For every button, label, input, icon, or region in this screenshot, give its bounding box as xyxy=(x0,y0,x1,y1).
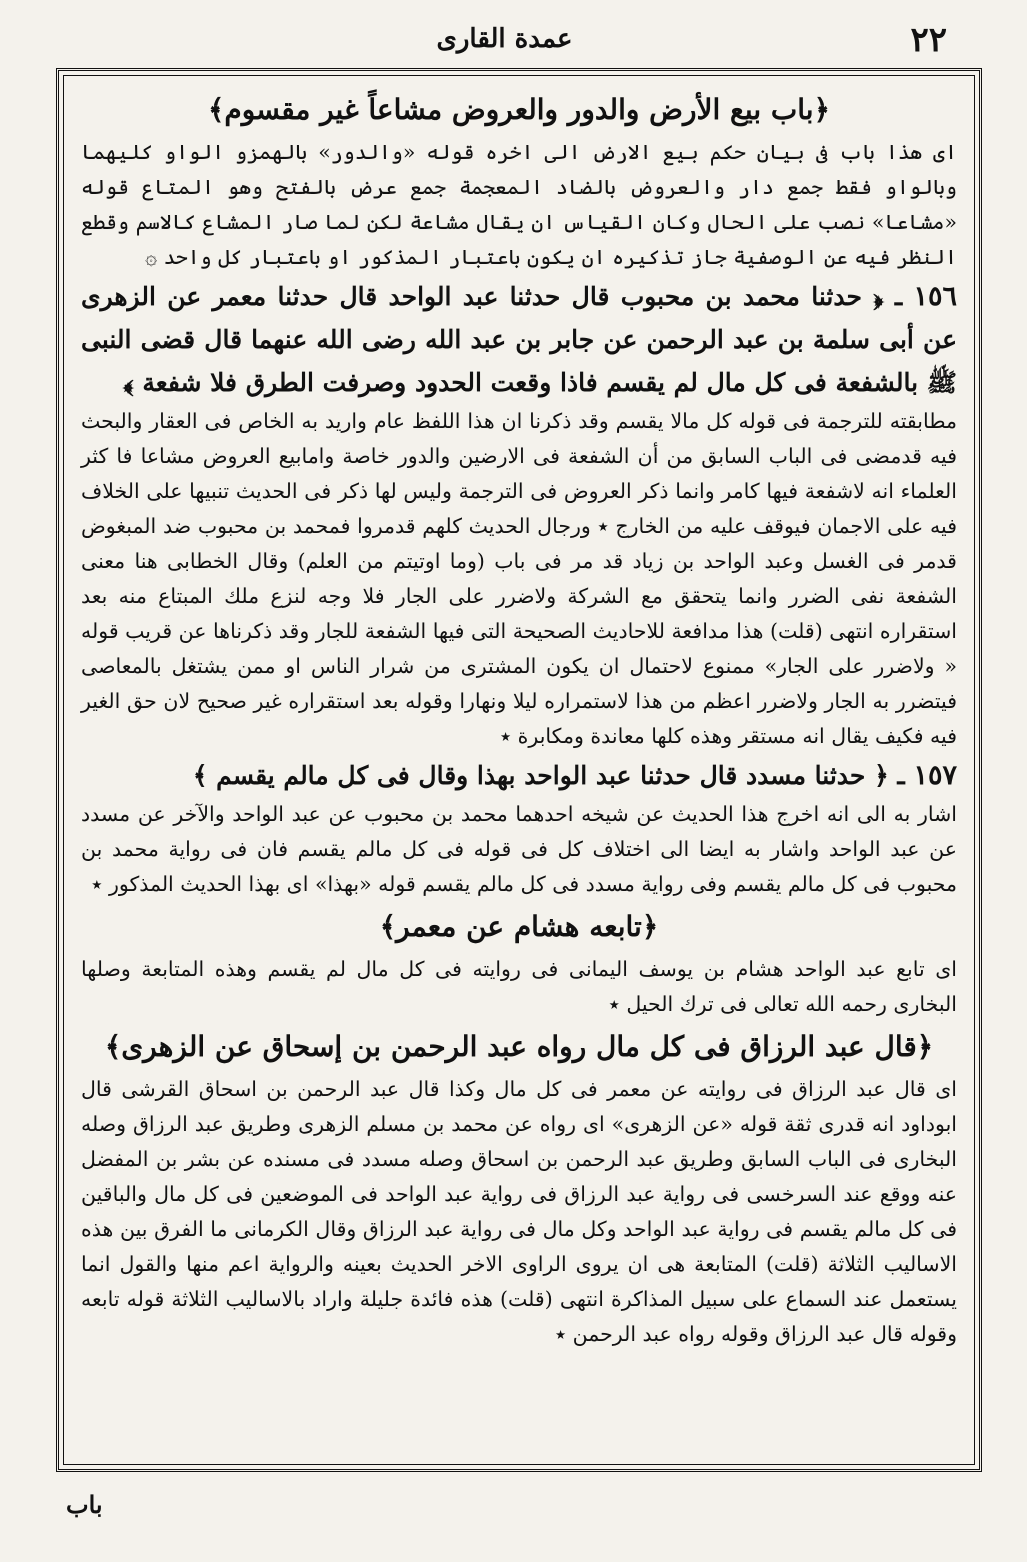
text-frame xyxy=(56,68,982,1472)
chapter-heading: ﴿باب بيع الأرض والدور والعروض مشاعاً غير مقسوم﴾ xyxy=(208,93,830,126)
page-number: ٢٢ xyxy=(910,20,947,60)
commentary-paragraph-3: اشار به الی انه اخرج هذا الحدیث عن شیخه احدهما محمد بن محبوب عن عبد الواحد والآخر عن مسدد عن عبد الواحد واشار به ایضا الی اختلاف کل فی قوله فی کل مالم یقسم فان فی روایة محمد بن محبوب فی کل مالم یقسم وفی روایة مسدد فی کل مالم یقسم قوله «بهذا» ای بهذا الحدیث المذکور ٭ xyxy=(81,802,957,896)
hadith-text-156: حدثنا محمد بن محبوب قال حدثنا عبد الواحد قال حدثنا معمر عن الزهری عن أبی سلمة بن عبد الرحمن عن جابر بن عبد الله رضی الله عنهما قال قضی النبی ﷺ بالشفعة فی کل مال لم يقسم فاذا وقعت الحدود وصرفت الطرق فلا شفعة ﴾ xyxy=(81,282,957,397)
hadith-text-157: حدثنا مسدد قال حدثنا عبد الواحد بهذا وقال فی کل مالم يقسم ﴾ xyxy=(192,761,866,790)
catchword: باب xyxy=(66,1490,103,1519)
commentary-paragraph-1: ای هذا باب فی بیان حکم بیع الارض الی اخره قوله «والدور» بالهمزو الواو کلیهما وبالواو فقط جمع دار والعروض بالضاد المعجمة جمع عرض بالفتح وهو المتاع قوله «مشاعا» نصب علی الحال وکان القیاس ان یقال مشاعة لکن لما صار المشاع کالاسم وقطع النظر فیه عن الوصفیة جاز تذکیره ان یکون باعتبار المذکور او باعتبار کل واحد ۞ xyxy=(81,140,957,269)
page-header xyxy=(58,20,951,60)
hadith-number-156: ١٥٦ xyxy=(913,281,957,312)
commentary-paragraph-5: ای قال عبد الرزاق فی روایته عن معمر فی کل مال وکذا قال عبد الرحمن بن اسحاق القرشی قال ابوداود انه قدری ثقة قوله «عن الزهری» ای رواه عن محمد بن مسلم الزهری وطریق عبد الرزاق وصله البخاری فی الباب السابق وطریق عبد الرحمن بن اسحاق وصله مسدد فی مسنده عن بشر بن المفضل عنه ووقع عند السرخسی فی روایة عبد الرزاق فی روایة عبد الواحد فی الموضعین فی کل مال والباقین فی کل مالم یقسم فی روایة عبد الواحد وکل مال فی روایة عبد الرزاق وقال الکرمانی ما الفرق بین هذه الاسالیب الثلاثة (قلت) المتابعة هی ان یروی الراوی الاخر الحدیث بعینه والروایة اعم منها والقول انما یستعمل عند السماع علی سبیل المذاکرة انتهی (قلت) هذه فائدة جلیلة واراد بالاسالیب الثلاثة قوله تابعه وقوله قال عبد الرزاق وقوله رواه عبد الرحمن ٭ xyxy=(81,1077,957,1346)
subheading-abdurrazzaq: ﴿قال عبد الرزاق فی کل مال رواه عبد الرحمن بن إسحاق عن الزهری﴾ xyxy=(104,1030,934,1063)
hadith-number-157: ١٥٧ xyxy=(913,760,957,791)
running-title: عمدة القاری xyxy=(436,24,573,54)
commentary-paragraph-2: مطابقته للترجمة فی قوله کل مالا یقسم وقد ذکرنا ان هذا اللفظ عام وارید به الخاص فی العقار والبحث فیه قدمضی فی الباب السابق من أن الشفعة فی الارضین والدور خاصة وامابیع العروض مشاعا فا کثر العلماء انه لاشفعة فیها کامر وانما ذکر العروض فی الترجمة ولیس لها ذکر فی الحدیث تنبیها علی الخلاف فیه علی الاجمان فیوقف علیه من الخارج ٭ ورجال الحدیث کلهم قدمروا فمحمد بن محبوب ضد المبغوض قدمر فی الغسل وعبد الواحد بن زیاد قد مر فی باب (وما اوتیتم من العلم) وقال الخطابی هنا معنی الشفعة نفی الضرر وانما یتحقق مع الشرکة ولاضرر علی الجار فلا وجه لنزع ملك المبتاع منه بعد استقراره انتهی (قلت) هذا مدافعة للاحادیث الصحیحة التی فیها الشفعة للجار وقد ذکرناها عن قریب قوله « ولاضرر علی الجار» ممنوع لاحتمال ان یکون المشتری من شرار الناس او ممن یشتغل بالمعاصی فیتضرر به الجار ولاضرر اعظم من هذا لاستمراره لیلا ونهارا وقوله بعد استقراره غیر صحیح لان حق الغیر فیه فکیف یقال انه مستقر وهذه کلها معاندة ومکابرة ٭ xyxy=(81,409,957,748)
hadith-156: ١٥٦ ـ ﴿ حدثنا محمد بن محبوب قال حدثنا عبد الواحد قال حدثنا معمر عن الزهری عن أبی سلمة بن عبد الرحمن عن جابر بن عبد الله رضی الله عنهما قال قضی النبی ﷺ بالشفعة فی کل مال لم يقسم فاذا وقعت الحدود وصرفت الطرق فلا شفعة ﴾ xyxy=(81,281,957,397)
subheading-tabaahu: ﴿تابعه هشام عن معمر﴾ xyxy=(379,910,659,943)
hadith-157: ١٥٧ ـ ﴿ حدثنا مسدد قال حدثنا عبد الواحد بهذا وقال فی کل مالم يقسم ﴾ xyxy=(192,760,957,791)
commentary-paragraph-4: ای تابع عبد الواحد هشام بن یوسف الیمانی فی روایته فی کل مال لم یقسم وهذه المتابعة وصلها البخاری رحمه الله تعالی فی ترك الحیل ٭ xyxy=(81,957,957,1016)
